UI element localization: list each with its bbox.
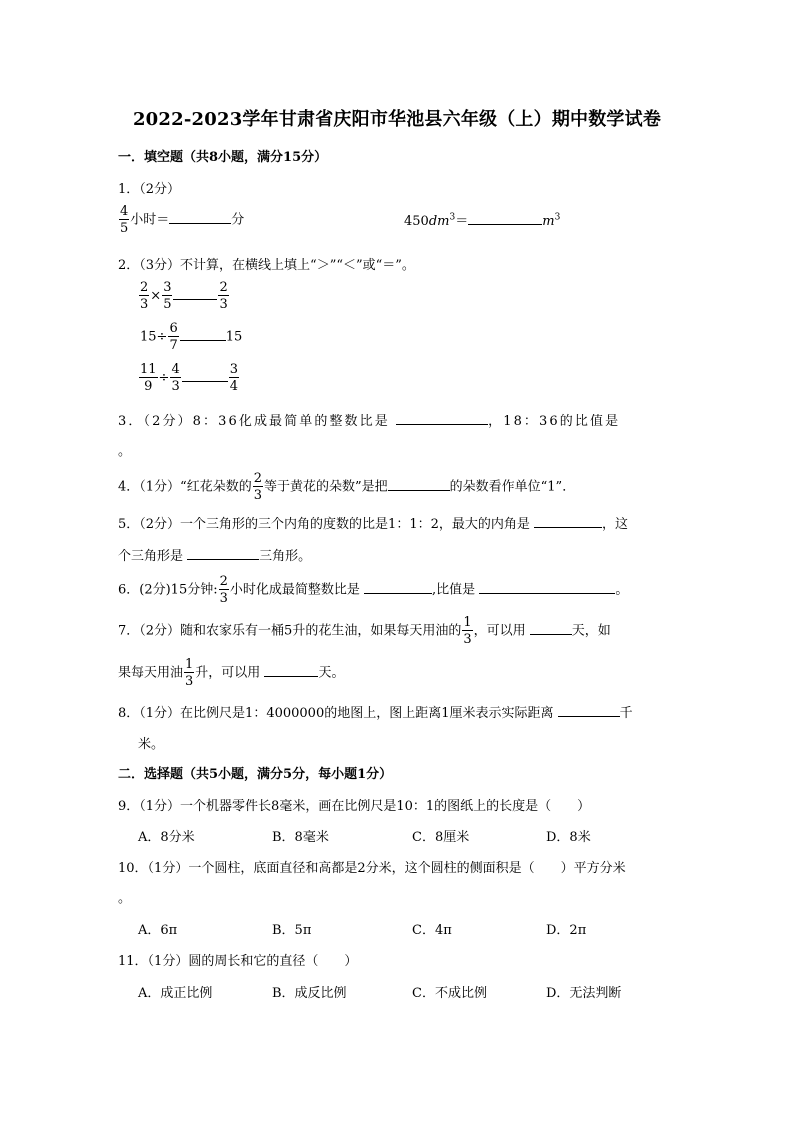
question-6: 6．(2分)15分钟: $\frac{2}{3}$ 小时化成最简整数比是 ,比值是 。 bbox=[118, 574, 629, 606]
fraction: $\frac{1}{3}$ bbox=[463, 615, 472, 647]
answer-blank[interactable] bbox=[388, 476, 450, 491]
question-1-part-a: $\frac{4}{5}$ 小时＝ 分 bbox=[120, 204, 245, 236]
option-b[interactable]: B．成反比例 bbox=[272, 986, 347, 1001]
fraction: $\frac{2}{3}$ bbox=[253, 471, 262, 503]
question-8-line-1: 8．（1分）在比例尺是1：4000000的地图上，图上距离1厘米表示实际距离 千 bbox=[118, 702, 633, 721]
fraction: $\frac{3}{5}$ bbox=[163, 280, 172, 312]
question-2-row-3: $\frac{11}{9}$ ÷ $\frac{4}{3}$ $\frac{3}{4}$ bbox=[140, 362, 239, 394]
answer-blank[interactable] bbox=[530, 620, 572, 635]
option-c[interactable]: C．4π bbox=[412, 923, 452, 938]
fraction: $\frac{11}{9}$ bbox=[140, 362, 157, 394]
fraction: $\frac{3}{4}$ bbox=[229, 362, 239, 394]
question-9-header: 9．（1分）一个机器零件长8毫米，画在比例尺是10：1的图纸上的长度是（ ） bbox=[118, 799, 591, 814]
answer-blank[interactable] bbox=[534, 513, 602, 528]
answer-blank[interactable] bbox=[364, 579, 432, 594]
answer-blank[interactable] bbox=[264, 662, 318, 677]
option-a[interactable]: A．成正比例 bbox=[138, 986, 213, 1001]
answer-blank[interactable] bbox=[187, 545, 259, 560]
question-2-row-2: 15÷ $\frac{6}{7}$ 15 bbox=[140, 321, 243, 353]
fraction: $\frac{2}{3}$ bbox=[219, 574, 228, 606]
answer-blank[interactable] bbox=[479, 579, 615, 594]
question-2-header: 2．（3分）不计算，在横线上填上“＞”“＜”或“＝”。 bbox=[118, 258, 415, 273]
fraction: $\frac{4}{5}$ bbox=[120, 204, 129, 236]
fraction: $\frac{2}{3}$ bbox=[140, 280, 149, 312]
question-1-part-b: $450dm^3= m^3$ bbox=[404, 210, 560, 229]
question-10-header: 10．（1分）一个圆柱，底面直径和高都是2分米，这个圆柱的侧面积是（ ）平方分米 bbox=[118, 861, 626, 876]
question-11-header: 11．（1分）圆的周长和它的直径（ ） bbox=[118, 954, 358, 969]
fraction: $\frac{4}{3}$ bbox=[171, 362, 180, 394]
answer-blank[interactable] bbox=[558, 702, 620, 717]
option-d[interactable]: D．2π bbox=[546, 923, 587, 938]
question-1-header: 1．（2分） bbox=[118, 182, 181, 197]
option-c[interactable]: C．不成比例 bbox=[412, 986, 487, 1001]
question-7-line-1: 7．（2分）随和农家乐有一桶5升的花生油，如果每天用油的 $\frac{1}{3}$ ，可以用 天，如 bbox=[118, 615, 611, 647]
answer-blank[interactable] bbox=[169, 209, 231, 224]
answer-blank[interactable] bbox=[182, 367, 228, 382]
answer-blank[interactable] bbox=[468, 210, 542, 225]
question-7-line-2: 果每天用油 $\frac{1}{3}$ 升，可以用 天。 bbox=[118, 657, 345, 689]
section-choice-heading: 二．选择题（共5小题，满分5分，每小题1分） bbox=[118, 767, 393, 782]
answer-blank[interactable] bbox=[180, 326, 226, 341]
option-c[interactable]: C．8厘米 bbox=[412, 830, 470, 845]
option-d[interactable]: D．无法判断 bbox=[546, 986, 622, 1001]
question-5-line-1: 5．（2分）一个三角形的三个内角的度数的比是1：1：2，最大的内角是 ，这 bbox=[118, 513, 628, 532]
option-d[interactable]: D．8米 bbox=[546, 830, 591, 845]
answer-blank[interactable] bbox=[173, 285, 217, 300]
option-b[interactable]: B．8毫米 bbox=[272, 830, 329, 845]
question-3-line-1: 3．（2分）8：36化成最简单的整数比是 ，18：36的比值是 bbox=[118, 410, 620, 429]
fraction: $\frac{1}{3}$ bbox=[185, 657, 194, 689]
question-8-line-2: 米。 bbox=[138, 737, 165, 752]
fraction: $\frac{6}{7}$ bbox=[169, 321, 178, 353]
page-title: 2022-2023学年甘肃省庆阳市华池县六年级（上）期中数学试卷 bbox=[132, 109, 662, 130]
question-10-tail: 。 bbox=[118, 891, 132, 906]
option-a[interactable]: A．6π bbox=[138, 923, 178, 938]
answer-blank[interactable] bbox=[396, 410, 488, 425]
question-4: 4．（1分）“红花朵数的 $\frac{2}{3}$ 等于黄花的朵数”是把 的朵数看作单位“1”． bbox=[118, 471, 576, 503]
fraction: $\frac{2}{3}$ bbox=[219, 280, 228, 312]
question-2-row-1: $\frac{2}{3}$ × $\frac{3}{5}$ $\frac{2}{3}$ bbox=[140, 280, 228, 312]
option-b[interactable]: B．5π bbox=[272, 923, 312, 938]
question-3-line-2: 。 bbox=[118, 444, 132, 459]
section-fill-blank-heading: 一．填空题（共8小题，满分15分） bbox=[118, 150, 328, 165]
option-a[interactable]: A．8分米 bbox=[138, 830, 195, 845]
question-5-line-2: 个三角形是 三角形。 bbox=[118, 545, 311, 564]
